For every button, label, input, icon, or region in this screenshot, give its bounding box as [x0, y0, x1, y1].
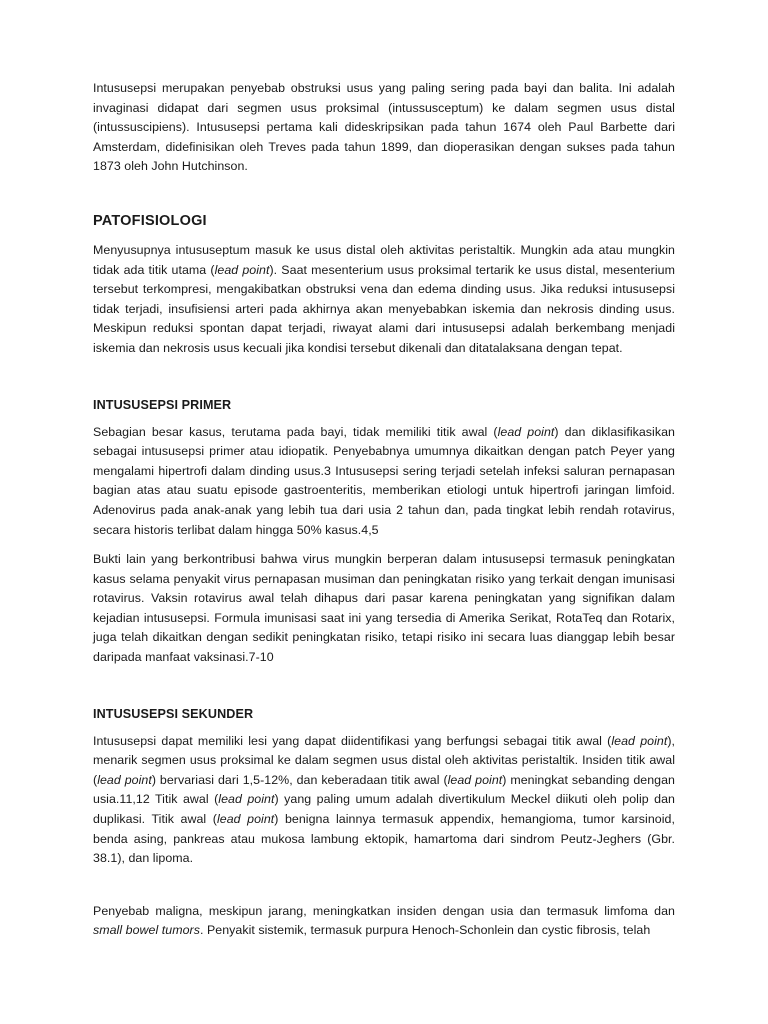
patofisiologi-paragraph: Menyusupnya intususeptum masuk ke usus distal oleh aktivitas peristaltik. Mungkin ada atau mungkin tidak ada titik utama (lead point). Saat mesenterium usus proksimal tertarik ke usus distal, mesenterium tersebut terkompresi, mengakibatkan obstruksi vena dan edema dinding usus. Jika reduksi intususepsi tidak terjadi, insufisiensi arteri pada akhirnya akan menyebabkan iskemia dan nekrosis dinding usus. Meskipun reduksi spontan dapat terjadi, riwayat alami dari intususepsi adalah berkembang menjadi iskemia dan nekrosis usus kecuali jika kondisi tersebut dikenali dan ditatalaksana dengan tepat.: [93, 242, 675, 355]
section-heading-primer: INTUSUSEPSI PRIMER: [93, 397, 232, 412]
sekunder-paragraph-1: Intususepsi dapat memiliki lesi yang dapat diidentifikasi yang berfungsi sebagai titik awal (lead point), menarik segmen usus proksimal ke dalam segmen usus distal oleh aktivitas peristaltik. Insiden titik awal (lead point) bervariasi dari 1,5-12%, dan keberadaan titik awal (lead point) meningkat sebanding dengan usia.11,12 Titik awal (lead point) yang paling umum adalah divertikulum Meckel diikuti oleh polip dan duplikasi. Titik awal (lead point) benigna lainnya termasuk appendix, hemangioma, tumor karsinoid, benda asing, pankreas atau mukosa lambung ektopik, hamartoma dari sindrom Peutz-Jeghers (Gbr. 38.1), dan lipoma.: [93, 733, 675, 866]
primer-paragraph-1: Sebagian besar kasus, terutama pada bayi, tidak memiliki titik awal (lead point) dan diklasifikasikan sebagai intususepsi primer atau idiopatik. Penyebabnya umumnya dikaitkan dengan patch Peyer yang mengalami hipertrofi dalam dinding usus.3 Intususepsi sering terjadi setelah infeksi saluran pernapasan bagian atas atau suatu episode gastroenteritis, memberikan etiologi untuk hipertrofi jaringan limfoid. Adenovirus pada anak-anak yang lebih tua dari usia 2 tahun dan, pada tingkat lebih rendah rotavirus, secara historis terlibat dalam hingga 50% kasus.4,5: [93, 424, 675, 537]
sekunder-paragraph-2: Penyebab maligna, meskipun jarang, meningkatkan insiden dengan usia dan termasuk limfoma dan small bowel tumors. Penyakit sistemik, termasuk purpura Henoch-Schonlein dan cystic fibrosis, telah: [93, 903, 675, 938]
intro-paragraph: Intususepsi merupakan penyebab obstruksi usus yang paling sering pada bayi dan balita. Ini adalah invaginasi didapat dari segmen usus proksimal (intussusceptum) ke dalam segmen usus distal (intussuscipiens). Intususepsi pertama kali dideskripsikan pada tahun 1674 oleh Paul Barbette dari Amsterdam, didefinisikan oleh Treves pada tahun 1899, dan dioperasikan dengan sukses pada tahun 1873 oleh John Hutchinson.: [93, 81, 675, 174]
primer-paragraph-2: Bukti lain yang berkontribusi bahwa virus mungkin berperan dalam intususepsi termasuk peningkatan kasus selama penyakit virus pernapasan musiman dan peningkatan risiko yang terkait dengan imunisasi rotavirus. Vaksin rotavirus awal telah dihapus dari pasar karena peningkatan yang signifikan dalam kejadian intususepsi. Formula imunisasi saat ini yang tersedia di Amerika Serikat, RotaTeq dan Rotarix, juga telah dikaitkan dengan sedikit peningkatan risiko, tetapi risiko ini secara luas dianggap lebih besar daripada manfaat vaksinasi.7-10: [93, 552, 675, 665]
section-heading-sekunder: INTUSUSEPSI SEKUNDER: [93, 706, 254, 721]
section-heading-patofisiologi: PATOFISIOLOGI: [93, 212, 207, 229]
